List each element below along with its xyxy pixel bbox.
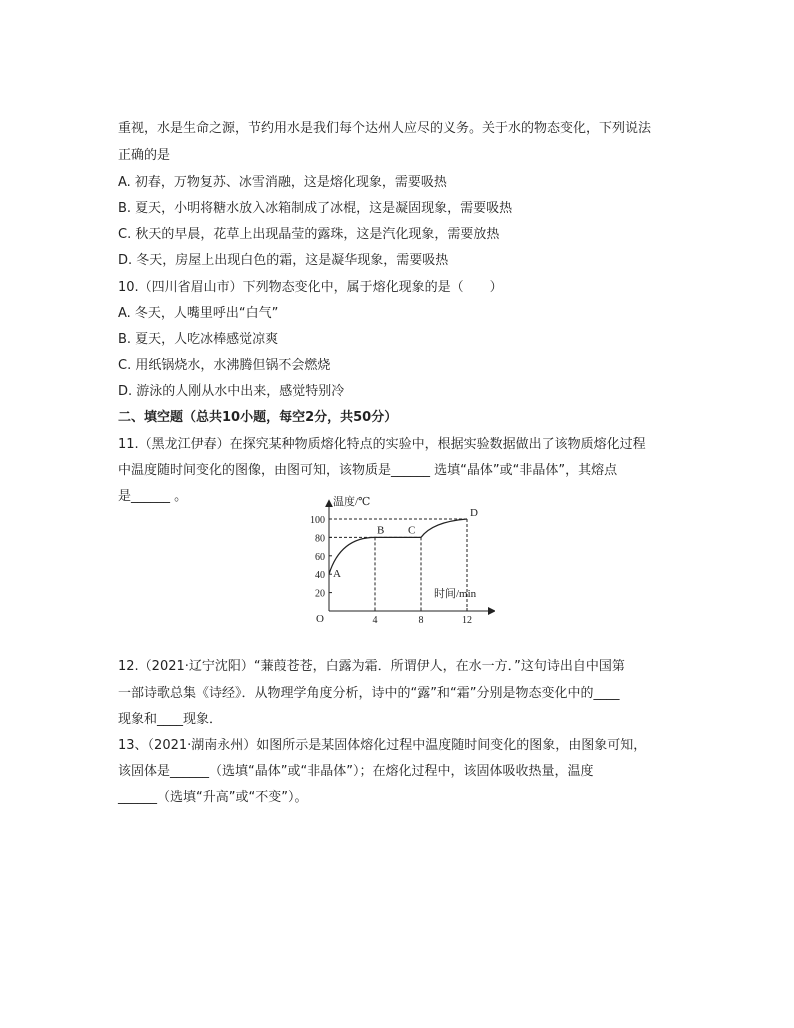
y-tick-label: 20 [315, 588, 325, 600]
q13-line-3: ______（选填“升高”或“不变”）。 [118, 790, 308, 805]
point-label-b: B [377, 524, 385, 537]
y-axis-label: 温度/℃ [333, 496, 371, 509]
q12-line-3: 现象和____现象． [118, 712, 223, 727]
x-tick-label: 4 [372, 615, 378, 626]
y-tick-label: 100 [310, 515, 325, 526]
q9-option-a: A. 初春，万物复苏、冰雪消融，这是熔化现象，需要吸热 [118, 175, 447, 190]
chart-svg [305, 487, 495, 630]
x-axis-label: 时间/min [434, 588, 477, 600]
q10-option-a: A. 冬天，人嘴里呼出“白气” [118, 306, 279, 321]
point-label-a: A [333, 568, 341, 581]
x-tick-label: 8 [418, 615, 424, 626]
melting-curve [329, 519, 467, 574]
q10-stem: 10.（四川省眉山市）下列物态变化中，属于熔化现象的是（ ） [118, 280, 503, 295]
origin-label: O [316, 613, 324, 625]
q9-option-d: D. 冬天，房屋上出现白色的霜，这是凝华现象，需要吸热 [118, 253, 449, 268]
x-tick-label: 12 [462, 615, 472, 626]
q11-line-1: 11.（黑龙江伊春）在探究某种物质熔化特点的实验中，根据实验数据做出了该物质熔化过程 [118, 437, 646, 452]
q9-stem-line-1: 重视，水是生命之源，节约用水是我们每个达州人应尽的义务。关于水的物态变化，下列说法 [118, 121, 652, 136]
q10-option-b: B. 夏天，人吃冰棒感觉凉爽 [118, 332, 279, 347]
y-tick-label: 80 [315, 533, 325, 545]
q11-line-2: 中温度随时间变化的图像，由图可知，该物质是______ 选填“晶体”或“非晶体”，其熔点 [118, 463, 618, 478]
y-tick-label: 60 [315, 551, 325, 563]
q10-option-c: C. 用纸锅烧水，水沸腾但锅不会燃烧 [118, 358, 331, 373]
q9-option-b: B. 夏天，小明将糖水放入冰箱制成了冰棍，这是凝固现象，需要吸热 [118, 201, 513, 216]
q11-line-3: 是______ 。 [118, 489, 188, 504]
q13-line-2: 该固体是______（选填“晶体”或“非晶体”）；在熔化过程中，该固体吸收热量，温度 [118, 764, 594, 779]
q9-option-c: C. 秋天的早晨，花草上出现晶莹的露珠，这是汽化现象，需要放热 [118, 227, 500, 242]
y-tick-label: 40 [315, 570, 325, 582]
q13-line-1: 13、（2021·湖南永州）如图所示是某固体熔化过程中温度随时间变化的图象，由图象可知， [118, 738, 647, 753]
point-label-c: C [408, 524, 416, 537]
q10-option-d: D. 游泳的人刚从水中出来，感觉特别冷 [118, 384, 345, 399]
q12-line-1: 12.（2021·辽宁沈阳）“蒹葭苍苍，白露为霜．所谓伊人，在水一方．”这句诗出自中国第 [118, 659, 625, 674]
q9-stem-line-2: 正确的是 [118, 148, 171, 163]
q12-line-2: 一部诗歌总集《诗经》．从物理学角度分析，诗中的“露”和“霜”分别是物态变化中的____ [118, 686, 620, 701]
point-label-d: D [470, 507, 478, 519]
melting-curve-chart [305, 487, 495, 630]
section-heading: 二、填空题（总共10小题，每空2分，共50分） [118, 410, 398, 425]
